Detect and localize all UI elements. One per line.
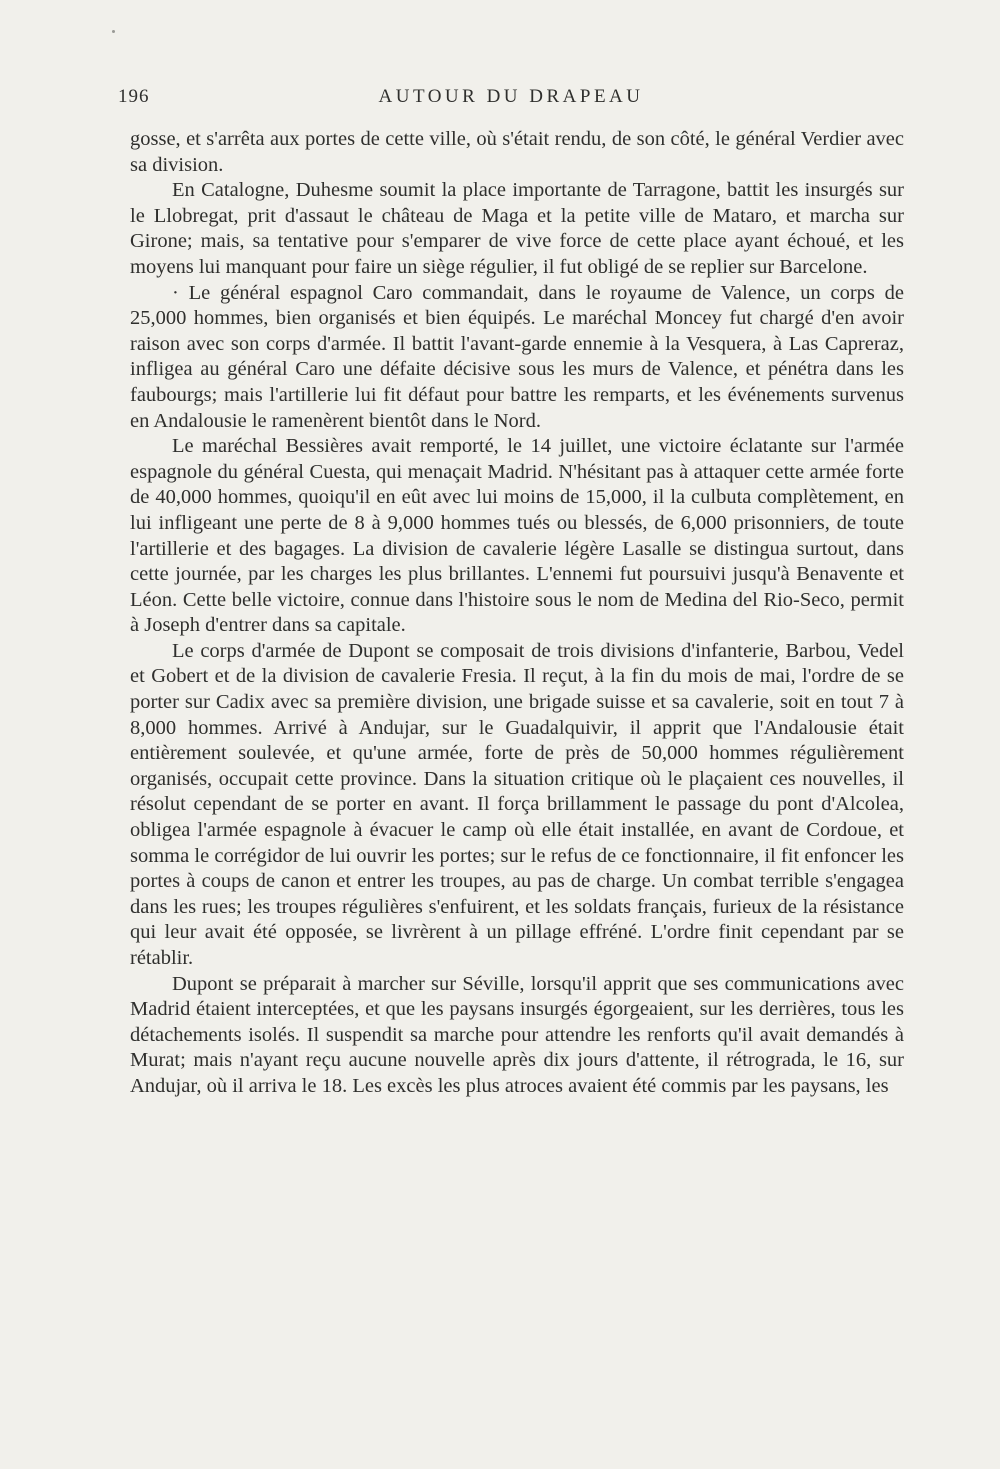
paragraph: · Le général espagnol Caro commandait, dans le royaume de Valence, un corps de 25,000 hommes, bien organisés et bien équipés. Le maréchal Moncey fut chargé d'en avoir raison avec son corps d'armée. Il battit l'avant-garde ennemie à la Vesquera, à Las Capreraz, infligea au général Caro une défaite décisive sous les murs de Valence, et pénétra dans les faubourgs; mais l'artillerie lui fit défaut pour battre les remparts, et les événements survenus en Andalousie le ramenèrent bientôt dans le Nord.	[130, 281, 904, 432]
page-header	[118, 86, 904, 116]
body-text	[130, 127, 904, 1100]
scan-speck	[112, 30, 115, 33]
paragraph: Le corps d'armée de Dupont se composait de trois divisions d'infanterie, Barbou, Vedel et Gobert et de la division de cavalerie Fresia. Il reçut, à la fin du mois de mai, l'ordre de se porter sur Cadix avec sa première division, une brigade suisse et sa cavalerie, soit en tout 7 à 8,000 hommes. Arrivé à Andujar, sur le Guadalquivir, il apprit que l'Andalousie était entièrement soulevée, et qu'une armée, forte de près de 50,000 hommes régulièrement organisés, occupait cette province. Dans la situation critique où le plaçaient ces nouvelles, il résolut cependant de se porter en avant. Il força brillamment le passage du pont d'Alcolea, obligea l'armée espagnole à évacuer le camp où elle était installée, en avant de Cordoue, et somma le corrégidor de lui ouvrir les portes; sur le refus de ce fonctionnaire, il fit enfoncer les portes à coups de canon et entrer les troupes, au pas de charge. Un combat terrible s'engagea dans les rues; les troupes régulières s'enfuirent, et les soldats français, furieux de la résistance qui leur avait été opposée, se livrèrent à un pillage effréné. L'ordre finit cependant par se rétablir.	[130, 639, 904, 969]
paragraph: Dupont se préparait à marcher sur Séville, lorsqu'il apprit que ses communications avec Madrid étaient interceptées, et que les paysans insurgés égorgeaient, sur les derrières, tous les détachements isolés. Il suspendit sa marche pour attendre les renforts qu'il avait demandés à Murat; mais n'ayant reçu aucune nouvelle après dix jours d'attente, il rétrograda, le 16, sur Andujar, où il arriva le 18. Les excès les plus atroces avaient été commis par les paysans, les	[130, 972, 904, 1097]
paragraph: En Catalogne, Duhesme soumit la place importante de Tarragone, battit les insurgés sur le Llobregat, prit d'assaut le château de Maga et la petite ville de Mataro, et marcha sur Girone; mais, sa tentative pour s'emparer de vive force de cette place ayant échoué, et les moyens lui manquant pour faire un siège régulier, il fut obligé de se replier sur Barcelone.	[130, 179, 904, 278]
paragraph: Le maréchal Bessières avait remporté, le 14 juillet, une victoire éclatante sur l'armée espagnole du général Cuesta, qui menaçait Madrid. N'hésitant pas à attaquer cette armée forte de 40,000 hommes, quoiqu'il en eût avec lui moins de 15,000, il la culbuta complètement, en lui infligeant une perte de 8 à 9,000 hommes tués ou blessés, de 6,000 prisonniers, de toute l'artillerie et des bagages. La division de cavalerie légère Lasalle se distingua surtout, dans cette journée, par les charges les plus brillantes. L'ennemi fut poursuivi jusqu'à Benavente et Léon. Cette belle victoire, connue dans l'histoire sous le nom de Medina del Rio-Seco, permit à Joseph d'entrer dans sa capitale.	[130, 435, 904, 637]
paragraph-continuation: gosse, et s'arrêta aux portes de cette ville, où s'était rendu, de son côté, le général Verdier avec sa division.	[130, 128, 904, 176]
running-title: AUTOUR DU DRAPEAU	[378, 86, 644, 107]
page-number: 196	[118, 86, 150, 107]
